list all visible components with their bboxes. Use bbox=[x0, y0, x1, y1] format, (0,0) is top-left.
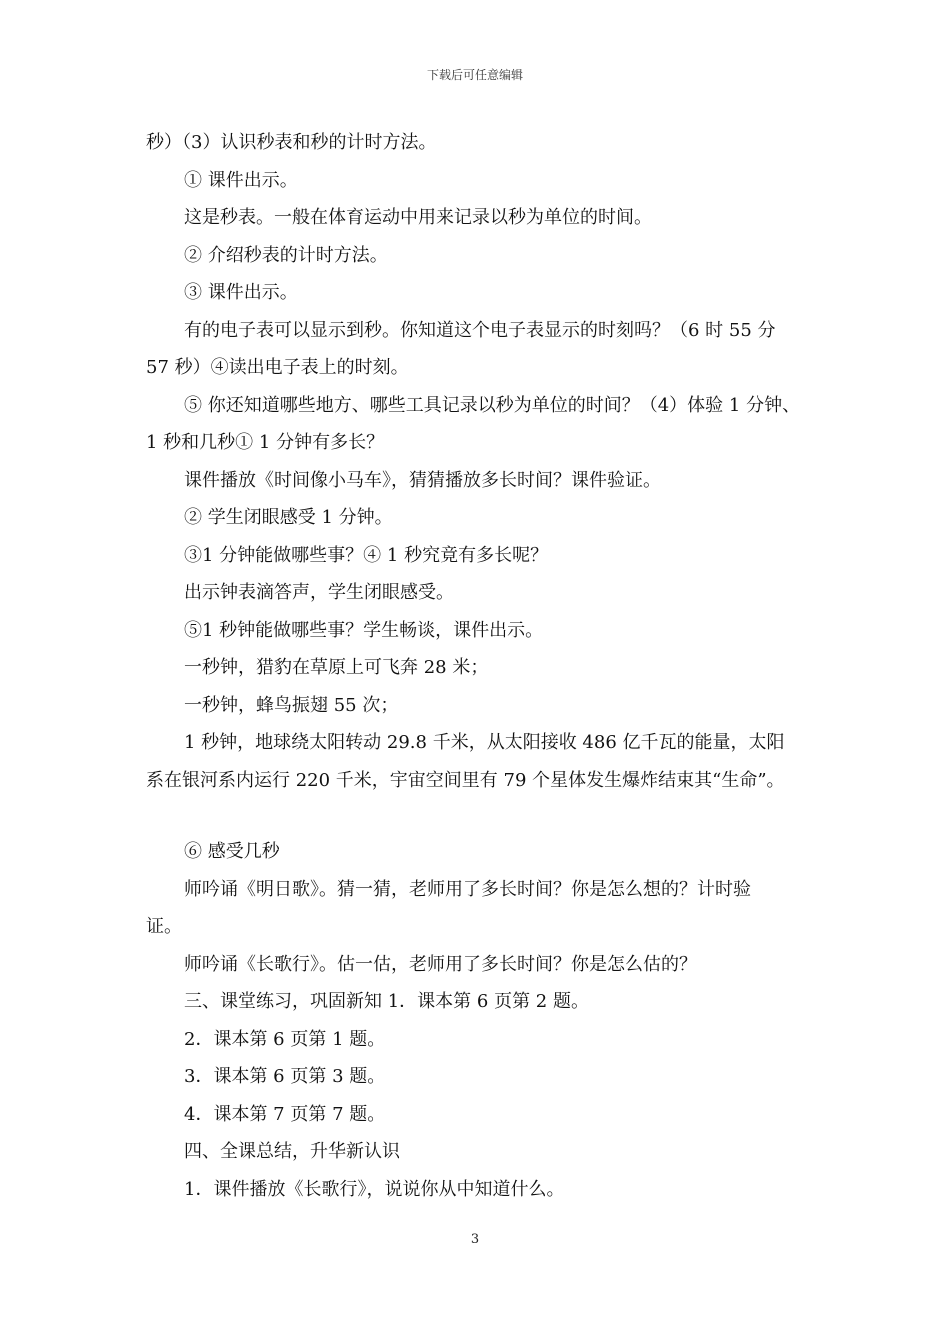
text-line: 有的电子表可以显示到秒。你知道这个电子表显示的时刻吗？（6 时 55 分 bbox=[184, 319, 776, 341]
text-line: 出示钟表滴答声，学生闭眼感受。 bbox=[184, 582, 454, 603]
text-line: 这是秒表。一般在体育运动中用来记录以秒为单位的时间。 bbox=[184, 207, 652, 228]
text-line: 一秒钟，猎豹在草原上可飞奔 28 米； bbox=[184, 657, 489, 678]
page-header: 下载后可任意编辑 bbox=[426, 68, 523, 82]
paragraph-gap bbox=[146, 799, 826, 833]
text-line: ② 学生闭眼感受 1 分钟。 bbox=[184, 507, 393, 528]
text-line: 2．课本第 6 页第 1 题。 bbox=[184, 1028, 386, 1050]
text-line: 57 秒）④读出电子表上的时刻。 bbox=[146, 357, 409, 378]
text-line: 秒）（3）认识秒表和秒的计时方法。 bbox=[146, 132, 437, 153]
text-line: 三、课堂练习，巩固新知 1．课本第 6 页第 2 题。 bbox=[184, 991, 589, 1012]
text-line: ⑤ 你还知道哪些地方、哪些工具记录以秒为单位的时间？（4）体验 1 分钟、 bbox=[184, 394, 801, 416]
text-line: 4．课本第 7 页第 7 题。 bbox=[184, 1103, 386, 1125]
text-line: 1．课件播放《长歌行》，说说你从中知道什么。 bbox=[184, 1178, 565, 1200]
text-line: 1 秒钟，地球绕太阳转动 29.8 千米，从太阳接收 486 亿千瓦的能量，太阳 bbox=[184, 732, 785, 753]
text-line: 3．课本第 6 页第 3 题。 bbox=[184, 1066, 386, 1087]
text-line: 师吟诵《长歌行》。估一估，老师用了多长时间？你是怎么估的？ bbox=[184, 953, 697, 975]
text-line: 四、全课总结，升华新认识 bbox=[184, 1141, 400, 1162]
text-line: ③ 课件出示。 bbox=[184, 282, 298, 303]
page-number: 3 bbox=[470, 1232, 480, 1247]
text-line: 1 秒和几秒① 1 分钟有多长？ bbox=[146, 432, 385, 453]
text-line: 系在银河系内运行 220 千米，宇宙空间里有 79 个星体发生爆炸结束其“生命”。 bbox=[146, 769, 785, 791]
text-line: ② 介绍秒表的计时方法。 bbox=[184, 244, 388, 266]
text-line: ⑥ 感受几秒 bbox=[184, 841, 280, 862]
document-body bbox=[146, 124, 826, 1208]
text-line: 证。 bbox=[146, 916, 182, 937]
text-line: 师吟诵《明日歌》。猜一猜，老师用了多长时间？你是怎么想的？计时验 bbox=[184, 878, 751, 900]
text-line: 一秒钟，蜂鸟振翅 55 次； bbox=[184, 694, 399, 716]
text-line: 课件播放《时间像小马车》，猜猜播放多长时间？课件验证。 bbox=[184, 469, 661, 491]
text-line: ③1 分钟能做哪些事？④ 1 秒究竟有多长呢？ bbox=[184, 544, 549, 566]
text-line: ⑤1 秒钟能做哪些事？学生畅谈，课件出示。 bbox=[184, 619, 544, 641]
text-line: ① 课件出示。 bbox=[184, 169, 298, 191]
